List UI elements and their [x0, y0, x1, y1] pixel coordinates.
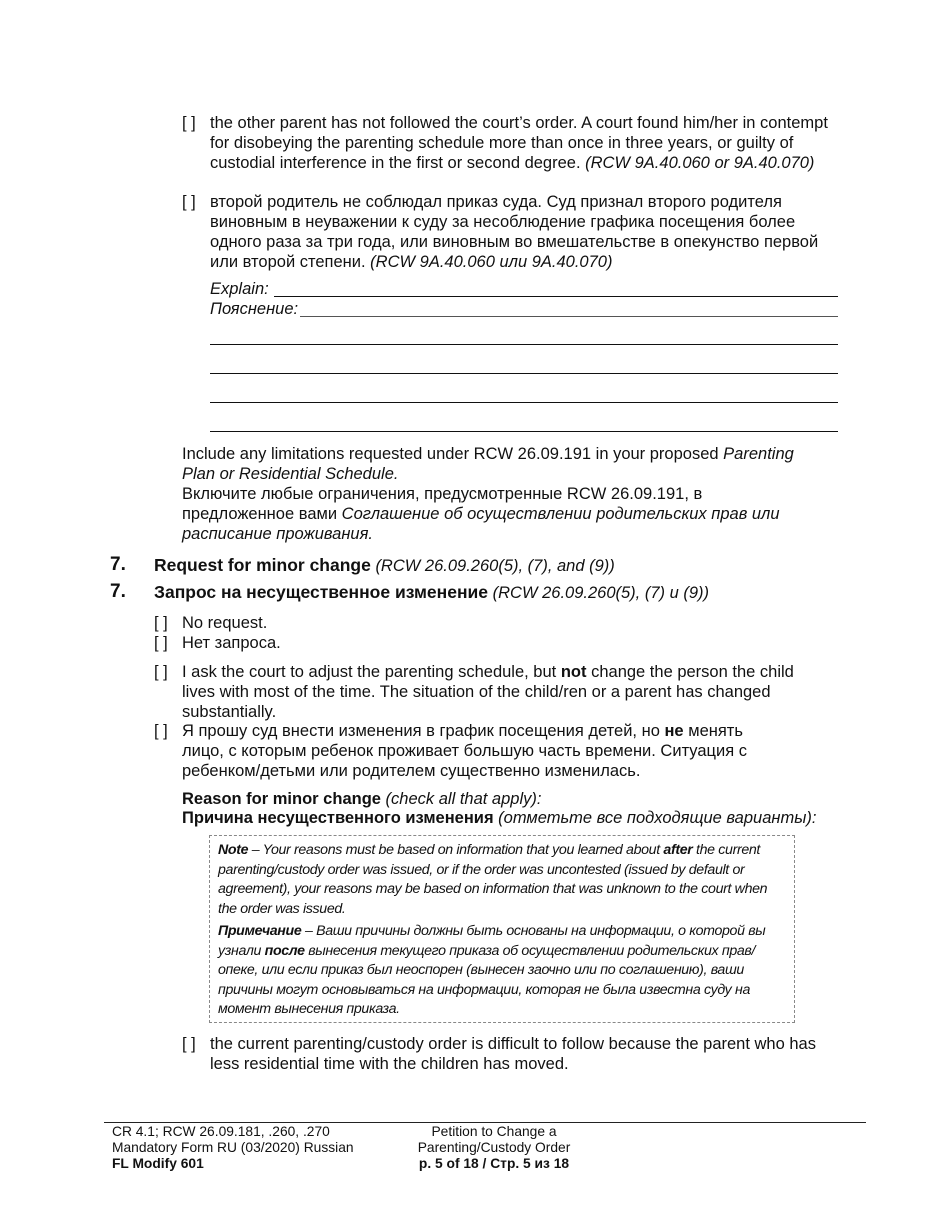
explain-label: Explain:: [210, 280, 269, 298]
checkbox-contempt-ru[interactable]: [ ]: [182, 193, 196, 211]
include-limitations-text-ru: Включите любые ограничения, предусмотренные RCW 26.09.191, в предложенное вами Соглашение об осуществлении родительских прав или расписание проживания.: [182, 485, 780, 543]
no-request-label-ru: Нет запроса.: [182, 634, 281, 652]
include-limitations-text: Include any limitations requested under RCW 26.09.191 in your proposed Parenting Plan or Residential Schedule.: [182, 445, 794, 483]
adjust-schedule-text-ru: Я прошу суд внести изменения в график посещения детей, но не менять лицо, с которым ребенок проживает большую часть времени. Ситуация с ребенком/детьми или родителем существенно изменилась.: [182, 722, 747, 780]
footer-divider: [104, 1122, 866, 1123]
footer-center: Petition to Change a Parenting/Custody Order p. 5 of 18 / Стр. 5 из 18: [394, 1124, 594, 1172]
contempt-text: the other parent has not followed the court’s order. A court found him/her in contempt for disobeying the parenting schedule more than once in three years, or guilty of custodial interference in the first or second degree. (RCW 9A.40.060 or 9A.40.070): [210, 114, 828, 172]
section-number-ru: 7.: [110, 581, 126, 602]
explain-line-5[interactable]: [210, 431, 838, 432]
section-title: Request for minor change (RCW 26.09.260(5), (7), and (9)): [154, 555, 615, 575]
explain-line-2[interactable]: [210, 344, 838, 345]
note-en: Note – Your reasons must be based on information that you learned about after the current parenting/custody order was issued, or if the order was uncontested (issued by default or agreement), your reasons may be based on information that was unknown to the court when the order was issued.: [218, 842, 768, 917]
explain-line-4[interactable]: [210, 402, 838, 403]
footer-left: CR 4.1; RCW 26.09.181, .260, .270 Mandatory Form RU (03/2020) Russian FL Modify 601: [112, 1124, 354, 1171]
section-number: 7.: [110, 554, 126, 575]
contempt-cite: (RCW 9A.40.060 or 9A.40.070): [585, 154, 815, 172]
page-number: p. 5 of 18 / Стр. 5 из 18: [418, 1156, 570, 1171]
checkbox-no-request[interactable]: [ ]: [154, 614, 168, 632]
checkbox-adjust-schedule[interactable]: [ ]: [154, 663, 168, 681]
contempt-text-ru: второй родитель не соблюдал приказ суда. Суд признал второго родителя виновным в неуважении к суду за несоблюдение графика посещения более одного раза за три года, или виновным во вмешательстве в опекунство первой или второй степени. (RCW 9A.40.060 или 9A.40.070): [210, 193, 819, 271]
checkbox-contempt[interactable]: [ ]: [182, 114, 196, 132]
parent-moved-text: the current parenting/custody order is difficult to follow because the parent who has less residential time with the children has moved.: [210, 1035, 816, 1073]
note-ru: Примечание – Ваши причины должны быть основаны на информации, о которой вы узнали после вынесения текущего приказа об осуществлении родительских прав/опеке, или если приказ был неоспорен (вынесен заочно или по соглашению), ваши причины могут основываться на информации, которая не была известна суду на момент вынесения приказа.: [218, 923, 766, 1017]
no-request-label: No request.: [182, 614, 268, 632]
contempt-cite-ru: (RCW 9A.40.060 или 9A.40.070): [370, 253, 613, 271]
adjust-schedule-text: I ask the court to adjust the parenting schedule, but not change the person the child lives with most of the time. The situation of the child/ren or a parent has changed substantially.: [182, 663, 794, 721]
explain-line-3[interactable]: [210, 373, 838, 374]
reason-heading-ru: Причина несущественного изменения (отметьте все подходящие варианты):: [182, 809, 817, 827]
note-box: [209, 835, 795, 1023]
checkbox-parent-moved[interactable]: [ ]: [182, 1035, 196, 1053]
reason-heading: Reason for minor change (check all that apply):: [182, 790, 542, 808]
checkbox-no-request-ru[interactable]: [ ]: [154, 634, 168, 652]
explain-line[interactable]: [274, 296, 838, 297]
explain-label-ru: Пояснение:: [210, 300, 299, 318]
section-title-ru: Запрос на несущественное изменение (RCW 26.09.260(5), (7) и (9)): [154, 582, 710, 602]
explain-line-ru[interactable]: [300, 316, 838, 317]
checkbox-adjust-schedule-ru[interactable]: [ ]: [154, 722, 168, 740]
